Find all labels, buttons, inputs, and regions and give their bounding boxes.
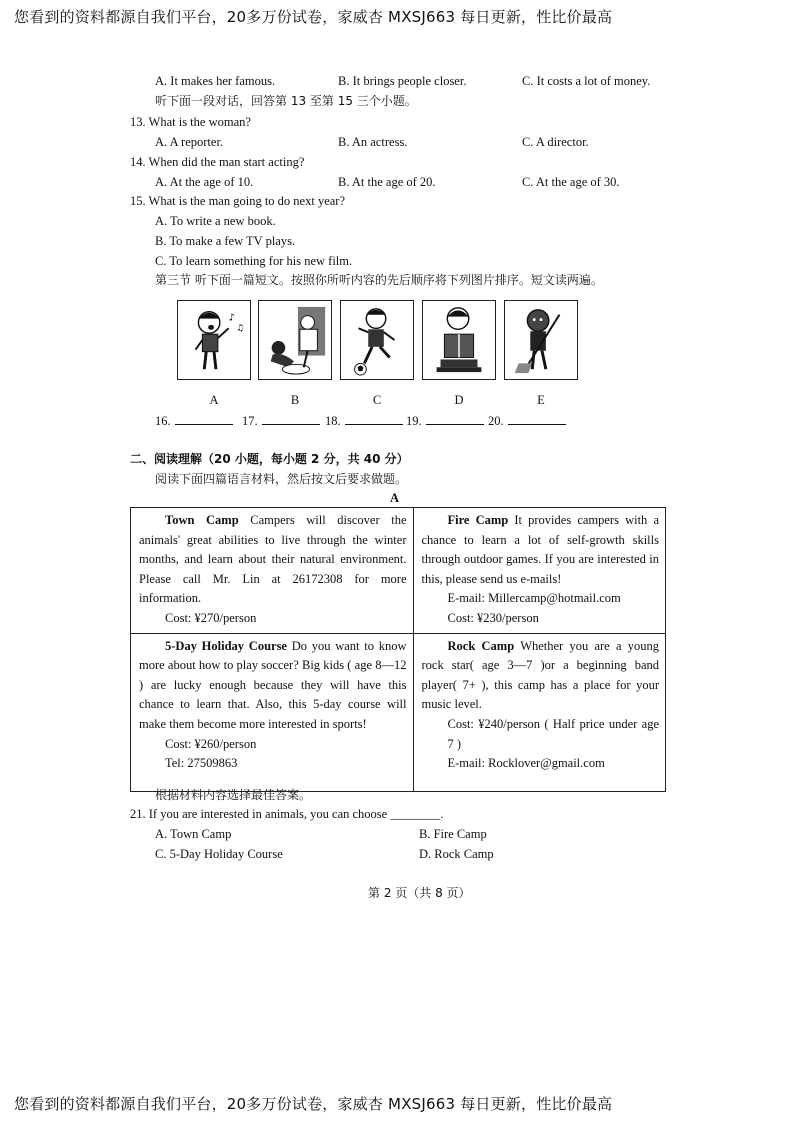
q21-instruction: 根据材料内容选择最佳答案。 bbox=[155, 788, 312, 802]
picture-label-e: E bbox=[537, 393, 545, 407]
grandparents-washing-feet-icon bbox=[258, 300, 332, 380]
holiday-course-cell bbox=[131, 633, 414, 791]
fire-camp-cost: Cost: ¥230/person bbox=[447, 610, 539, 625]
q13-option-a: A. A reporter. bbox=[155, 135, 224, 149]
q13-option-b: B. An actress. bbox=[338, 135, 408, 149]
boy-reading-book-icon bbox=[422, 300, 496, 380]
fire-camp-email: E-mail: Millercamp@hotmail.com bbox=[447, 591, 621, 606]
svg-text:♪: ♪ bbox=[228, 312, 235, 324]
boy-sweeping-floor-icon bbox=[504, 300, 578, 380]
q14-option-b: B. At the age of 20. bbox=[338, 175, 436, 189]
q14-option-c: C. At the age of 30. bbox=[522, 175, 620, 189]
boy-playing-soccer-icon bbox=[340, 300, 414, 380]
holiday-course-desc: Do you want to know more about how to play soccer? Big kids ( age 8—12 ) are lucky enough because they will have this chance to learn that. Also, this 5-day course will make them become more interested in sports! bbox=[139, 638, 407, 731]
q12-option-c: C. It costs a lot of money. bbox=[522, 74, 651, 88]
q21-option-b: B. Fire Camp bbox=[419, 827, 487, 841]
answer-blank-16[interactable]: 16. bbox=[155, 413, 233, 429]
town-camp-desc: Campers will discover the animals' great abilities to live through the winter months, and learn about their natural environment. Please call Mr. Lin at 26172308 for more information. bbox=[139, 513, 407, 606]
holiday-course-cost: Cost: ¥260/person bbox=[165, 736, 257, 751]
q15-option-b: B. To make a few TV plays. bbox=[155, 234, 296, 248]
picture-label-c: C bbox=[372, 393, 382, 407]
fire-camp-desc: It provides campers with a chance to learn a lot of self-growth skills through outdoor games. If you are interested in this, please send us e-mails! bbox=[421, 513, 659, 586]
answer-blank-20[interactable]: 20. bbox=[488, 413, 566, 429]
picture-label-a: A bbox=[209, 393, 219, 407]
picture-label-b: B bbox=[290, 393, 300, 407]
answer-blank-19[interactable]: 19. bbox=[406, 413, 484, 429]
q15-stem: 15. What is the man going to do next year? bbox=[130, 194, 345, 208]
boy-singing-icon bbox=[177, 300, 251, 380]
page-footer: 第 2 页（共 8 页） bbox=[368, 886, 471, 900]
rock-camp-cell bbox=[413, 633, 666, 791]
section3-instruction: 第三节 听下面一篇短文。按照你所听内容的先后顺序将下列图片排序。短文读两遍。 bbox=[155, 273, 603, 287]
fire-camp-name: Fire Camp bbox=[447, 513, 509, 527]
fire-camp-cell bbox=[413, 508, 666, 634]
q13-stem: 13. What is the woman? bbox=[130, 115, 251, 129]
q21-option-a: A. Town Camp bbox=[155, 827, 232, 841]
answer-blank-18[interactable]: 18. bbox=[325, 413, 403, 429]
passage-label: A bbox=[390, 491, 400, 505]
part2-instruction: 阅读下面四篇语言材料，然后按文后要求做题。 bbox=[155, 472, 408, 486]
rock-camp-email: E-mail: Rocklover@gmail.com bbox=[447, 756, 605, 771]
q12-option-a: A. It makes her famous. bbox=[155, 74, 276, 88]
q12-option-b: B. It brings people closer. bbox=[338, 74, 467, 88]
blank-line bbox=[508, 413, 566, 425]
part2-heading: 二、阅读理解（20 小题，每小题 2 分，共 40 分） bbox=[130, 452, 409, 466]
holiday-course-name: 5-Day Holiday Course bbox=[165, 638, 287, 653]
q15-option-c: C. To learn something for his new film. bbox=[155, 254, 353, 268]
q21-stem: 21. If you are interested in animals, you can choose ________. bbox=[130, 807, 444, 821]
svg-text:♫: ♫ bbox=[236, 323, 245, 334]
instruction-13-15: 听下面一段对话，回答第 13 至第 15 三个小题。 bbox=[155, 94, 417, 108]
blank-line bbox=[262, 413, 320, 425]
q21-option-c: C. 5-Day Holiday Course bbox=[155, 847, 283, 861]
top-ad-banner: 您看到的资料都源自我们平台，20多万份试卷，家威杏 MXSJ663 每日更新，性比价最高 bbox=[14, 8, 613, 26]
q15-option-a: A. To write a new book. bbox=[155, 214, 276, 228]
q14-option-a: A. At the age of 10. bbox=[155, 175, 254, 189]
bottom-ad-banner: 您看到的资料都源自我们平台，20多万份试卷，家威杏 MXSJ663 每日更新，性比价最高 bbox=[14, 1095, 613, 1113]
q14-stem: 14. When did the man start acting? bbox=[130, 155, 305, 169]
q13-option-c: C. A director. bbox=[522, 135, 589, 149]
rock-camp-cost: Cost: ¥240/person ( Half price under age 7 ) bbox=[447, 716, 659, 751]
q21-option-d: D. Rock Camp bbox=[419, 847, 494, 861]
blank-line bbox=[175, 413, 233, 425]
town-camp-cell bbox=[131, 508, 414, 634]
town-camp-name: Town Camp bbox=[165, 513, 239, 527]
answer-blank-17[interactable]: 17. bbox=[242, 413, 320, 429]
picture-label-d: D bbox=[454, 393, 464, 407]
town-camp-cost: Cost: ¥270/person bbox=[165, 610, 257, 625]
holiday-course-tel: Tel: 27509863 bbox=[165, 756, 238, 771]
rock-camp-name: Rock Camp bbox=[447, 638, 515, 653]
blank-line bbox=[345, 413, 403, 425]
camp-table bbox=[130, 507, 666, 792]
rock-camp-desc: Whether you are a young rock star( age 3—7 )or a beginning band player( 7+ ), this camp has a place for your music level. bbox=[421, 638, 659, 712]
blank-line bbox=[426, 413, 484, 425]
